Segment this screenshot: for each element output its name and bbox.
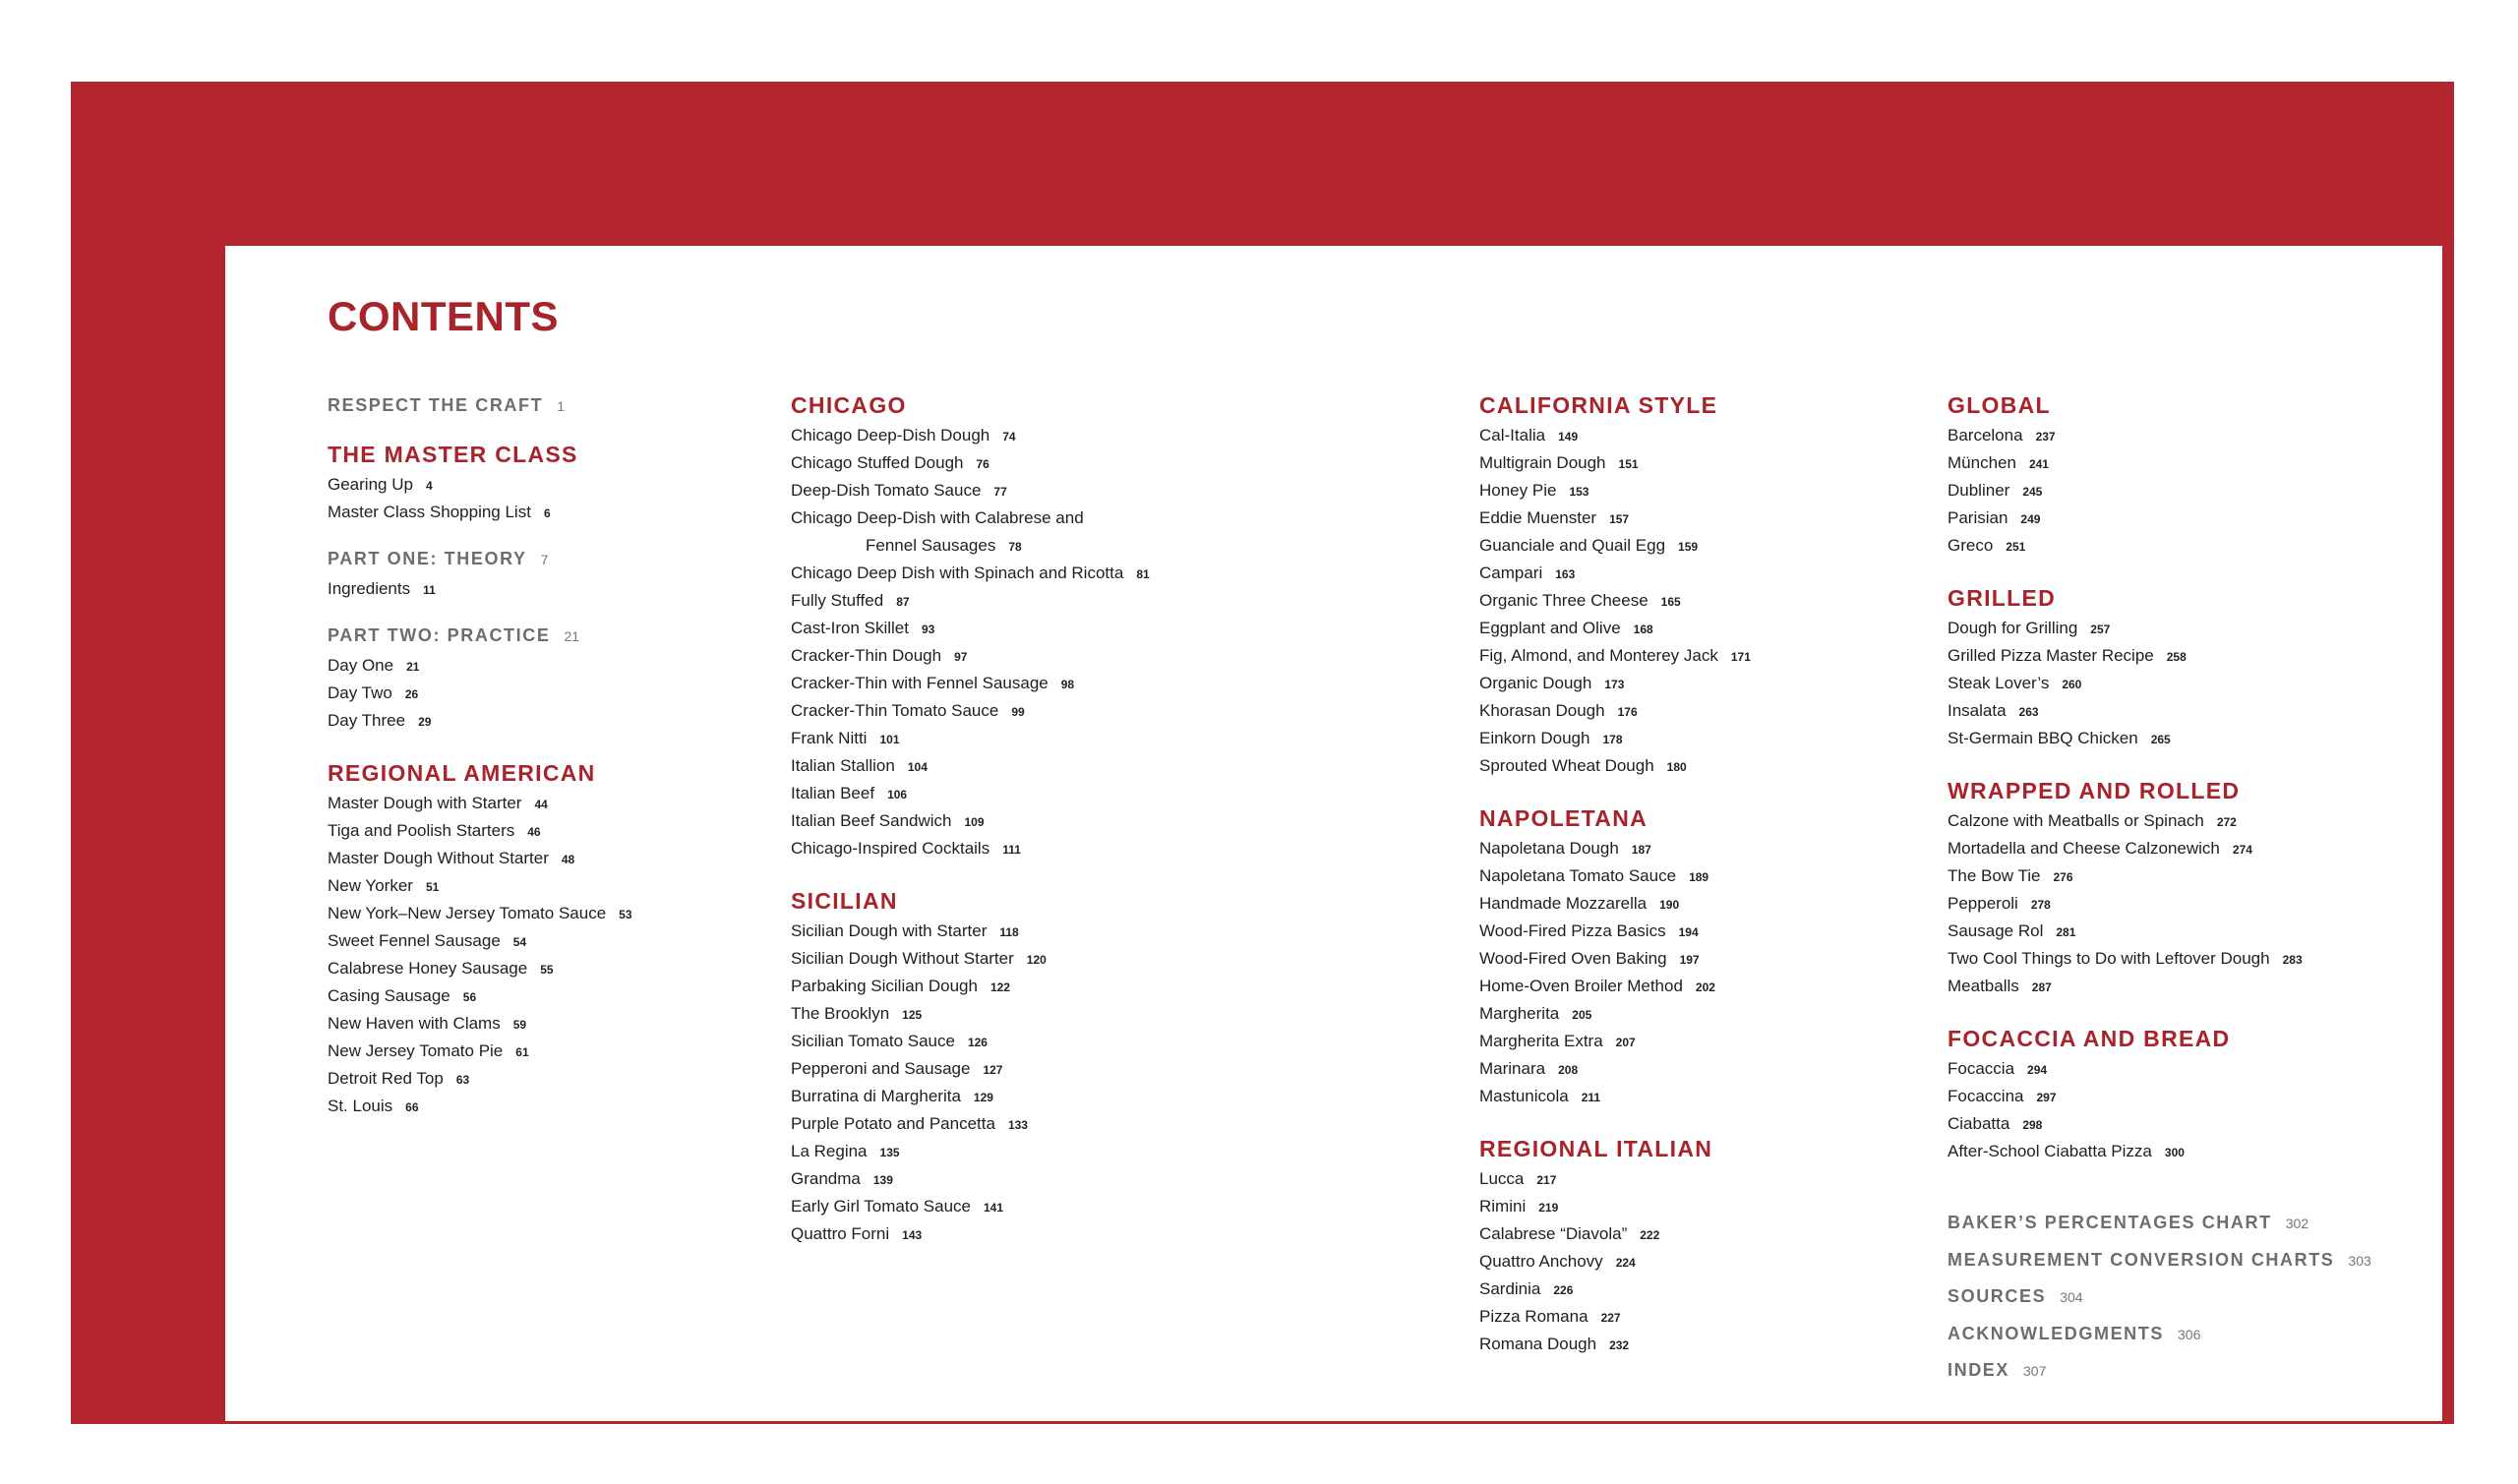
toc-entry[interactable]: Focaccia 294 (1948, 1059, 2048, 1078)
page-number: 6 (543, 506, 551, 520)
page-number: 133 (1007, 1118, 1028, 1132)
toc-section (1948, 1022, 2371, 1165)
toc-entry[interactable]: Calabrese “Diavola” 222 (1479, 1224, 1660, 1243)
page-number: 1 (557, 398, 566, 414)
toc-entry[interactable]: Dough for Grilling 257 (1948, 619, 2111, 637)
toc-entry[interactable]: Lucca 217 (1479, 1169, 1557, 1188)
page-number: 97 (954, 650, 968, 664)
page-number: 278 (2030, 898, 2051, 912)
toc-entry[interactable]: New Yorker 51 (328, 876, 440, 895)
toc-column-2 (791, 388, 1150, 1248)
toc-entry[interactable]: Rimini 219 (1479, 1197, 1559, 1216)
toc-entry[interactable]: Sprouted Wheat Dough 180 (1479, 756, 1687, 775)
toc-entry[interactable]: Organic Dough 173 (1479, 674, 1625, 692)
page-number: 46 (527, 825, 541, 839)
toc-entry[interactable]: Marinara 208 (1479, 1059, 1579, 1078)
toc-entry[interactable]: Ciabatta 298 (1948, 1114, 2043, 1133)
toc-entry[interactable]: Cracker-Thin Tomato Sauce 99 (791, 701, 1025, 720)
page-number: 226 (1553, 1283, 1574, 1297)
page-number: 61 (515, 1045, 529, 1059)
page-number: 194 (1678, 925, 1699, 939)
toc-section (1479, 1132, 1751, 1358)
page-number: 74 (1002, 430, 1016, 444)
page-number: 219 (1538, 1201, 1559, 1215)
back-matter-entry[interactable]: BAKER’S PERCENTAGES CHART 302 (1948, 1213, 2309, 1232)
toc-entry[interactable]: Honey Pie 153 (1479, 481, 1589, 500)
page-number: 263 (2018, 705, 2039, 719)
toc-entry[interactable]: Frank Nitti 101 (791, 729, 900, 747)
page-number: 151 (1618, 457, 1639, 471)
toc-entry[interactable]: Purple Potato and Pancetta 133 (791, 1114, 1028, 1133)
page-number: 202 (1695, 980, 1715, 994)
toc-entry[interactable]: Chicago Deep-Dish Dough 74 (791, 426, 1016, 445)
toc-entry[interactable]: Gearing Up 4 (328, 475, 433, 494)
page-number: 232 (1609, 1338, 1630, 1352)
page-number: 217 (1536, 1173, 1557, 1187)
page-number: 26 (404, 687, 419, 701)
toc-entry[interactable]: Chicago-Inspired Cocktails 111 (791, 839, 1021, 858)
toc-section (328, 756, 632, 1120)
toc-entry[interactable]: Sicilian Dough with Starter 118 (791, 921, 1019, 940)
toc-entry[interactable]: Tiga and Poolish Starters 46 (328, 821, 541, 840)
toc-entry[interactable]: Sicilian Tomato Sauce 126 (791, 1032, 988, 1050)
toc-entry[interactable]: Cast-Iron Skillet 93 (791, 619, 935, 637)
page-number: 281 (2056, 925, 2076, 939)
toc-entry[interactable]: New Haven with Clams 59 (328, 1014, 527, 1033)
toc-entry[interactable]: Mastunicola 211 (1479, 1087, 1601, 1105)
back-matter-entry[interactable]: INDEX 307 (1948, 1360, 2047, 1380)
toc-entry[interactable]: Romana Dough 232 (1479, 1335, 1630, 1353)
page-number: 157 (1609, 512, 1630, 526)
page-number: 176 (1617, 705, 1638, 719)
page-number: 44 (534, 798, 548, 811)
toc-entry[interactable]: Cracker-Thin Dough 97 (791, 646, 968, 665)
page-number: 59 (512, 1018, 527, 1032)
page-number: 173 (1604, 678, 1625, 691)
page-number: 106 (887, 788, 908, 801)
toc-entry[interactable]: Wood-Fired Oven Baking 197 (1479, 949, 1700, 968)
toc-section (328, 619, 632, 735)
toc-entry[interactable]: Organic Three Cheese 165 (1479, 591, 1681, 610)
toc-entry[interactable]: Burratina di Margherita 129 (791, 1087, 993, 1105)
section-heading[interactable]: GLOBAL (1948, 392, 2051, 418)
toc-entry[interactable]: Grilled Pizza Master Recipe 258 (1948, 646, 2187, 665)
page-title: CONTENTS (328, 293, 559, 339)
toc-column-3 (1479, 388, 1751, 1358)
toc-entry[interactable]: Pepperoni and Sausage 127 (791, 1059, 1003, 1078)
toc-entry[interactable]: The Bow Tie 276 (1948, 866, 2073, 885)
toc-entry[interactable]: Quattro Forni 143 (791, 1224, 923, 1243)
back-matter-entry[interactable]: MEASUREMENT CONVERSION CHARTS 303 (1948, 1249, 2371, 1270)
section-heading[interactable]: NAPOLETANA (1479, 805, 1649, 831)
page-number: 304 (2060, 1289, 2083, 1305)
toc-column-4 (1948, 388, 2371, 1390)
toc-entry[interactable]: Eddie Muenster 157 (1479, 508, 1630, 527)
page-number: 237 (2035, 430, 2056, 444)
toc-entry[interactable]: Cal-Italia 149 (1479, 426, 1579, 445)
toc-entry[interactable]: Sausage Rol 281 (1948, 921, 2076, 940)
toc-section (328, 438, 632, 526)
toc-entry[interactable]: Eggplant and Olive 168 (1479, 619, 1653, 637)
toc-entry[interactable]: Quattro Anchovy 224 (1479, 1252, 1636, 1271)
page-number: 227 (1600, 1311, 1621, 1325)
page-number: 307 (2023, 1363, 2047, 1379)
toc-entry[interactable]: Wood-Fired Pizza Basics 194 (1479, 921, 1699, 940)
page-number: 251 (2006, 540, 2026, 554)
page-number: 297 (2036, 1091, 2057, 1104)
page-number: 265 (2150, 733, 2171, 746)
toc-entry[interactable]: Einkorn Dough 178 (1479, 729, 1623, 747)
toc-section (1948, 388, 2371, 560)
page-number: 99 (1011, 705, 1025, 719)
section-heading[interactable]: RESPECT THE CRAFT 1 (328, 395, 566, 415)
page-number: 224 (1615, 1256, 1636, 1270)
page-number: 53 (619, 908, 632, 921)
page-number: 77 (993, 485, 1007, 499)
page-number: 163 (1555, 567, 1576, 581)
page-number: 180 (1666, 760, 1687, 774)
back-matter-entry[interactable]: ACKNOWLEDGMENTS 306 (1948, 1323, 2201, 1343)
toc-column-1 (328, 388, 632, 1120)
toc-entry[interactable]: Day One 21 (328, 656, 420, 675)
toc-entry[interactable]: Two Cool Things to Do with Leftover Dough 283 (1948, 949, 2303, 968)
toc-entry[interactable]: After-School Ciabatta Pizza 300 (1948, 1142, 2185, 1160)
toc-entry[interactable]: Day Two 26 (328, 683, 419, 702)
toc-entry[interactable]: Multigrain Dough 151 (1479, 453, 1639, 472)
toc-entry[interactable]: The Brooklyn 125 (791, 1004, 923, 1023)
page-number: 4 (425, 479, 433, 493)
page-number: 127 (983, 1063, 1003, 1077)
toc-entry[interactable]: Grandma 139 (791, 1169, 893, 1188)
toc-entry[interactable]: La Regina 135 (791, 1142, 900, 1160)
page-number: 283 (2282, 953, 2303, 967)
page-number: 21 (564, 628, 580, 644)
page-number: 171 (1730, 650, 1751, 664)
section-heading[interactable]: GRILLED (1948, 585, 2057, 611)
page-number: 104 (907, 760, 928, 774)
page-number: 222 (1640, 1228, 1660, 1242)
toc-entry[interactable]: Calzone with Meatballs or Spinach 272 (1948, 811, 2237, 830)
toc-entry[interactable]: Meatballs 287 (1948, 977, 2052, 995)
page-number: 120 (1026, 953, 1047, 967)
toc-section (328, 542, 632, 603)
section-heading[interactable]: WRAPPED AND ROLLED (1948, 778, 2241, 803)
toc-entry[interactable]: Fully Stuffed 87 (791, 591, 910, 610)
page-number: 139 (872, 1173, 893, 1187)
page-number: 303 (2348, 1252, 2371, 1269)
page-number: 159 (1678, 540, 1699, 554)
page-number: 7 (540, 552, 549, 567)
page-number: 274 (2232, 843, 2252, 857)
section-heading[interactable]: CALIFORNIA STYLE (1479, 392, 1718, 418)
toc-entry[interactable]: Mortadella and Cheese Calzonewich 274 (1948, 839, 2252, 858)
toc-entry[interactable]: Master Dough with Starter 44 (328, 794, 548, 812)
page-number: 168 (1633, 623, 1653, 636)
page-number: 126 (967, 1036, 988, 1049)
page-number: 258 (2166, 650, 2187, 664)
section-heading[interactable]: THE MASTER CLASS (328, 442, 578, 467)
toc-entry[interactable]: Sicilian Dough Without Starter 120 (791, 949, 1047, 968)
toc-entry[interactable]: Guanciale and Quail Egg 159 (1479, 536, 1699, 555)
toc-entry[interactable]: Fig, Almond, and Monterey Jack 171 (1479, 646, 1751, 665)
page-number: 78 (1008, 540, 1022, 554)
page-number: 118 (999, 925, 1019, 939)
page-number: 205 (1572, 1008, 1592, 1022)
page-number: 125 (902, 1008, 923, 1022)
toc-entry[interactable]: Calabrese Honey Sausage 55 (328, 959, 554, 978)
page-number: 111 (1002, 843, 1021, 857)
section-heading[interactable]: CHICAGO (791, 392, 907, 418)
toc-entry[interactable]: Margherita 205 (1479, 1004, 1592, 1023)
page-number: 101 (879, 733, 900, 746)
toc-entry[interactable]: Deep-Dish Tomato Sauce 77 (791, 481, 1007, 500)
page-number: 56 (462, 990, 477, 1004)
page-number: 21 (406, 660, 420, 674)
back-matter-entry[interactable]: SOURCES 304 (1948, 1286, 2083, 1306)
page-number: 66 (405, 1100, 419, 1114)
page-number: 294 (2027, 1063, 2048, 1077)
toc-entry[interactable]: Master Dough Without Starter 48 (328, 849, 575, 867)
page-number: 298 (2022, 1118, 2043, 1132)
toc-entry[interactable]: Italian Beef 106 (791, 784, 908, 802)
page-number: 63 (455, 1073, 470, 1087)
page-number: 29 (418, 715, 432, 729)
toc-entry[interactable]: Chicago Stuffed Dough 76 (791, 453, 989, 472)
toc-entry[interactable]: Barcelona 237 (1948, 426, 2056, 445)
page-number: 141 (983, 1201, 1004, 1215)
toc-entry[interactable]: Master Class Shopping List 6 (328, 503, 551, 521)
toc-entry[interactable]: Margherita Extra 207 (1479, 1032, 1636, 1050)
page-number: 260 (2062, 678, 2082, 691)
toc-entry[interactable]: Casing Sausage 56 (328, 986, 477, 1005)
toc-entry[interactable]: Detroit Red Top 63 (328, 1069, 470, 1088)
page-number: 149 (1558, 430, 1579, 444)
section-heading[interactable]: SICILIAN (791, 888, 898, 914)
page-number: 93 (921, 623, 935, 636)
page-number: 245 (2022, 485, 2043, 499)
page-number: 249 (2020, 512, 2041, 526)
toc-section (1479, 388, 1751, 780)
page-number: 300 (2164, 1146, 2185, 1159)
toc-entry[interactable]: Day Three 29 (328, 711, 432, 730)
toc-entry[interactable]: St-Germain BBQ Chicken 265 (1948, 729, 2171, 747)
page-number: 153 (1569, 485, 1589, 499)
toc-entry[interactable]: Italian Stallion 104 (791, 756, 928, 775)
page-number: 122 (989, 980, 1010, 994)
page-number: 211 (1581, 1091, 1601, 1104)
contents-page (225, 246, 2442, 1421)
page-number: 272 (2216, 815, 2237, 829)
toc-entry[interactable]: Parbaking Sicilian Dough 122 (791, 977, 1010, 995)
toc-section (791, 884, 1150, 1248)
toc-entry[interactable]: New York–New Jersey Tomato Sauce 53 (328, 904, 632, 922)
section-heading[interactable]: PART TWO: PRACTICE 21 (328, 625, 580, 645)
toc-entry[interactable]: Handmade Mozzarella 190 (1479, 894, 1680, 913)
page-number: 207 (1615, 1036, 1636, 1049)
toc-section (1948, 774, 2371, 1000)
toc-entry[interactable]: New Jersey Tomato Pie 61 (328, 1041, 529, 1060)
page-number: 54 (512, 935, 527, 949)
toc-entry[interactable]: Sweet Fennel Sausage 54 (328, 931, 527, 950)
toc-entry[interactable]: Steak Lover’s 260 (1948, 674, 2082, 692)
page-number: 287 (2031, 980, 2052, 994)
toc-entry[interactable]: Focaccina 297 (1948, 1087, 2057, 1105)
toc-entry[interactable]: Early Girl Tomato Sauce 141 (791, 1197, 1004, 1216)
toc-section (328, 388, 632, 422)
page-number: 109 (964, 815, 985, 829)
toc-entry[interactable]: Insalata 263 (1948, 701, 2039, 720)
page-number: 306 (2178, 1326, 2201, 1342)
section-heading[interactable]: REGIONAL AMERICAN (328, 760, 596, 786)
page-number: 55 (540, 963, 554, 977)
section-heading[interactable]: FOCACCIA AND BREAD (1948, 1026, 2231, 1051)
toc-section (1479, 801, 1751, 1110)
page-number: 11 (423, 583, 436, 597)
page-number: 165 (1660, 595, 1681, 609)
toc-entry[interactable]: Dubliner 245 (1948, 481, 2043, 500)
toc-entry[interactable]: Parisian 249 (1948, 508, 2041, 527)
toc-section (1948, 581, 2371, 752)
toc-entry[interactable]: Italian Beef Sandwich 109 (791, 811, 985, 830)
toc-entry[interactable]: Cracker-Thin with Fennel Sausage 98 (791, 674, 1075, 692)
page-number: 208 (1558, 1063, 1579, 1077)
page-number: 98 (1060, 678, 1075, 691)
page-number: 187 (1631, 843, 1651, 857)
toc-entry[interactable]: Sardinia 226 (1479, 1279, 1574, 1298)
page-number: 76 (976, 457, 989, 471)
page-number: 190 (1659, 898, 1680, 912)
page-number: 81 (1136, 567, 1150, 581)
page-number: 257 (2090, 623, 2111, 636)
toc-entry[interactable]: Ingredients 11 (328, 579, 436, 598)
red-frame (71, 82, 2454, 1424)
page-number: 189 (1689, 870, 1709, 884)
toc-entry[interactable]: Napoletana Tomato Sauce 189 (1479, 866, 1709, 885)
page-number: 51 (425, 880, 440, 894)
page-number: 178 (1602, 733, 1623, 746)
toc-entry-continued[interactable]: Fennel Sausages 78 (866, 536, 1022, 555)
toc-entry[interactable]: Pepperoli 278 (1948, 894, 2051, 913)
toc-entry[interactable]: München 241 (1948, 453, 2049, 472)
section-heading[interactable]: REGIONAL ITALIAN (1479, 1136, 1713, 1161)
toc-entry[interactable]: St. Louis 66 (328, 1097, 419, 1115)
page-number: 241 (2028, 457, 2049, 471)
page-number: 129 (973, 1091, 993, 1104)
toc-entry[interactable]: Chicago Deep-Dish with Calabrese and (791, 508, 1084, 527)
page-number: 197 (1679, 953, 1700, 967)
page-number: 135 (879, 1146, 900, 1159)
toc-entry[interactable]: Chicago Deep Dish with Spinach and Ricotta 81 (791, 564, 1150, 582)
page-number: 143 (902, 1228, 923, 1242)
toc-entry[interactable]: Greco 251 (1948, 536, 2026, 555)
toc-entry[interactable]: Napoletana Dough 187 (1479, 839, 1651, 858)
toc-entry[interactable]: Home-Oven Broiler Method 202 (1479, 977, 1715, 995)
toc-section (791, 388, 1150, 862)
page-number: 302 (2285, 1216, 2309, 1231)
page-number: 87 (896, 595, 910, 609)
page-number: 276 (2053, 870, 2073, 884)
toc-entry[interactable]: Campari 163 (1479, 564, 1576, 582)
page-number: 48 (561, 853, 575, 866)
toc-entry[interactable]: Pizza Romana 227 (1479, 1307, 1621, 1326)
back-matter-list (1948, 1205, 2371, 1390)
toc-entry[interactable]: Khorasan Dough 176 (1479, 701, 1638, 720)
section-heading[interactable]: PART ONE: THEORY 7 (328, 549, 549, 568)
